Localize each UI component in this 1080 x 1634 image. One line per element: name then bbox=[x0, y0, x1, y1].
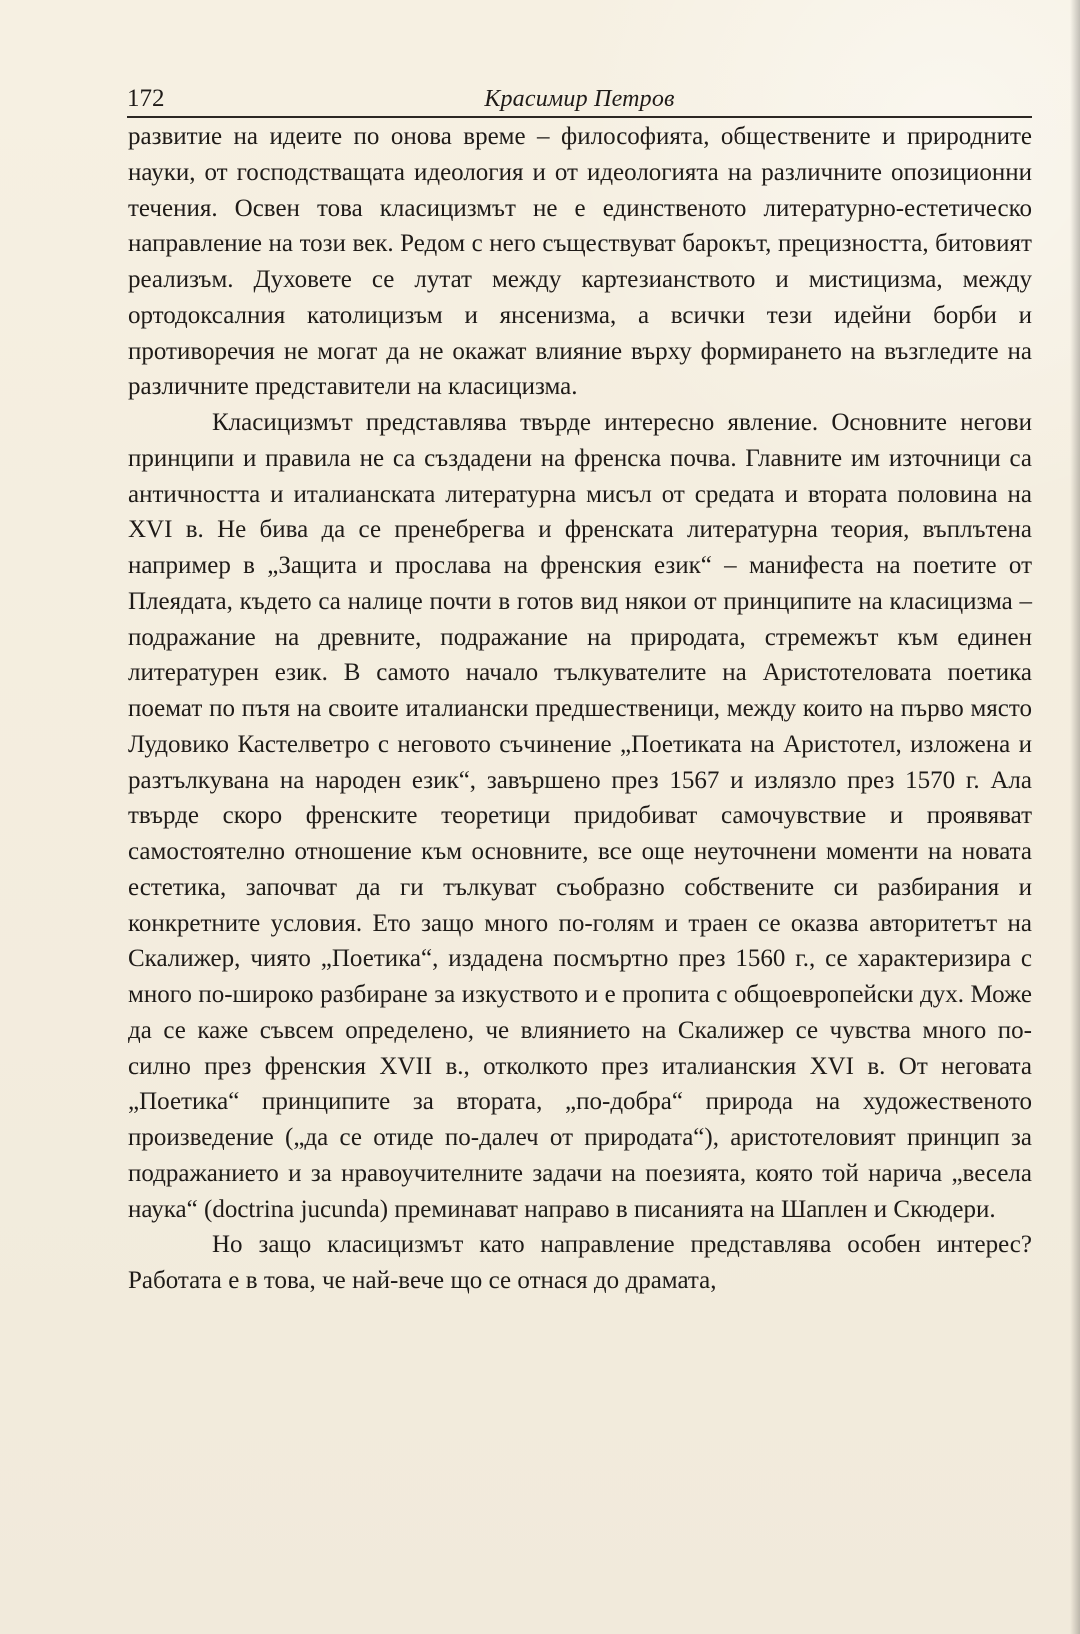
paragraph-1: развитие на идеите по онова време – философията, обществените и природните науки, от господстващата идеология и от идеологията на различните опозиционни течения. Освен това класицизмът не е единственото литературно-естетическо направление на този век. Редом с него съществуват барокът, прецизността, битовият реализъм. Духовете се лутат между картезианството и мистицизма, между ортодоксалния католицизъм и янсенизма, а всички тези идейни борби и противоречия не могат да не окажат влияние върху формирането на възгледите на различните представители на класицизма. bbox=[128, 123, 1032, 401]
page-edge-shadow bbox=[1070, 0, 1080, 1634]
page-header bbox=[127, 82, 1032, 118]
paragraph-3: Но защо класицизмът като направление представлява особен интерес? Работата е в това, че най-вече що се отнася до драмата, bbox=[128, 1231, 1032, 1294]
running-head: Красимир Петров bbox=[484, 86, 675, 112]
page-number: 172 bbox=[127, 85, 165, 112]
page-body bbox=[128, 119, 1032, 1299]
paragraph-2: Класицизмът представлява твърде интересно явление. Основните негови принципи и правила не са създадени на френска почва. Главните им източници са античността и италианската литературна мисъл от средата и втората половина на XVI в. Не бива да се пренебрегва и френската литературна теория, въплътена например в „Защита и прослава на френския език“ – манифеста на поетите от Плеядата, където са налице почти в готов вид някои от принципите на класицизма – подражание на древните, подражание на природата, стремежът към единен литературен език. В самото начало тълкувателите на Аристотеловата поетика поемат по пътя на своите италиански предшественици, между които на първо място Лудовико Кастелветро с неговото съчинение „Поетиката на Аристотел, изложена и разтълкувана на народен език“, завършено през 1567 и излязло през 1570 г. Ала твърде скоро френските теоретици придобиват самочувствие и проявяват самостоятелно отношение към основните, все още неуточнени моменти на новата естетика, започват да ги тълкуват съобразно собствените си разбирания и конкретните условия. Ето защо много по-голям и траен се оказва авторитетът на Скалижер, чиято „Поетика“, издадена посмъртно през 1560 г., се характеризира с много по-широко разбиране за изкуството и е пропита с общоевропейски дух. Може да се каже съвсем определено, че влиянието на Скалижер се чувства много по-силно през френския XVII в., отколкото през италианския XVI в. От неговата „Поетика“ принципите за втората, „по-добра“ природа на художественото произведение („да се отиде по-далеч от природата“), аристотеловият принцип за подражанието и за нравоучителните задачи на поезията, която той нарича „весела наука“ (doctrina jucunda) преминават направо в писанията на Шаплен и Скюдери. bbox=[128, 409, 1032, 1223]
